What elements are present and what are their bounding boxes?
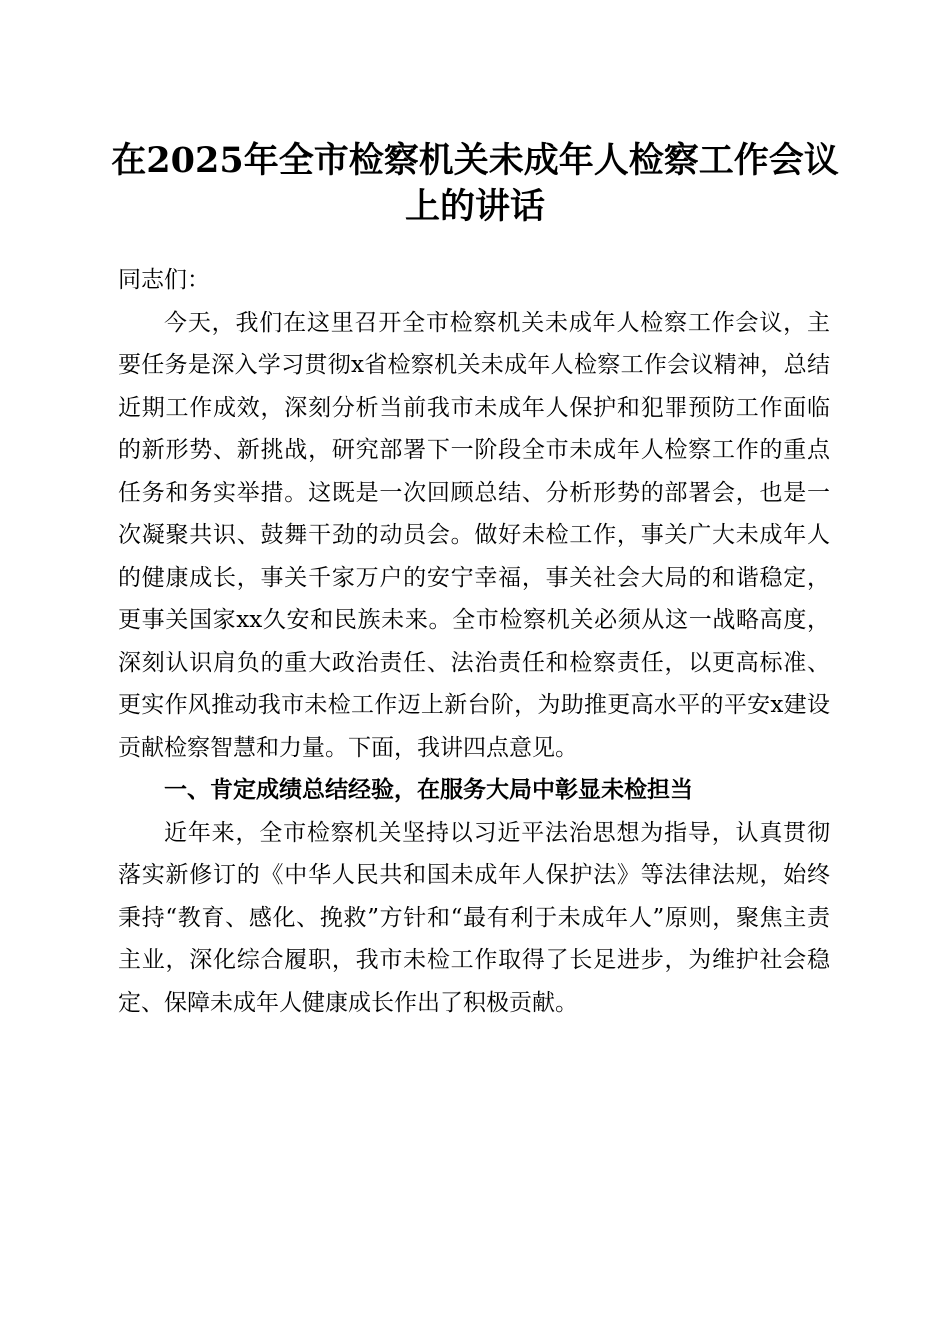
section-heading: 一、肯定成绩总结经验，在服务大局中彰显未检担当: [164, 777, 693, 803]
document-body: [118, 259, 830, 1024]
section-paragraph: 近年来，全市检察机关坚持以习近平法治思想为指导，认真贯彻落实新修订的《中华人民共和国未成年人保护法》等法律法规，始终秉持“教育、感化、挽救”方针和“最有利于未成年人”原则，聚焦主责主业，深化综合履职，我市未检工作取得了长足进步，为维护社会稳定、保障未成年人健康成长作出了积极贡献。: [118, 819, 830, 1016]
salutation: 同志们：: [118, 267, 210, 293]
document-title: 在2025年全市检察机关未成年人检察工作会议上的讲话: [111, 140, 839, 227]
opening-paragraph: 今天，我们在这里召开全市检察机关未成年人检察工作会议，主要任务是深入学习贯彻x省检察机关未成年人检察工作会议精神，总结近期工作成效，深刻分析当前我市未成年人保护和犯罪预防工作面临的新形势、新挑战，研究部署下一阶段全市未成年人检察工作的重点任务和务实举措。这既是一次回顾总结、分析形势的部署会，也是一次凝聚共识、鼓舞干劲的动员会。做好未检工作，事关广大未成年人的健康成长，事关千家万户的安宁幸福，事关社会大局的和谐稳定，更事关国家xx久安和民族未来。全市检察机关必须从这一战略高度，深刻认识肩负的重大政治责任、法治责任和检察责任，以更高标准、更实作风推动我市未检工作迈上新台阶，为助推更高水平的平安x建设贡献检察智慧和力量。下面，我讲四点意见。: [118, 309, 830, 761]
